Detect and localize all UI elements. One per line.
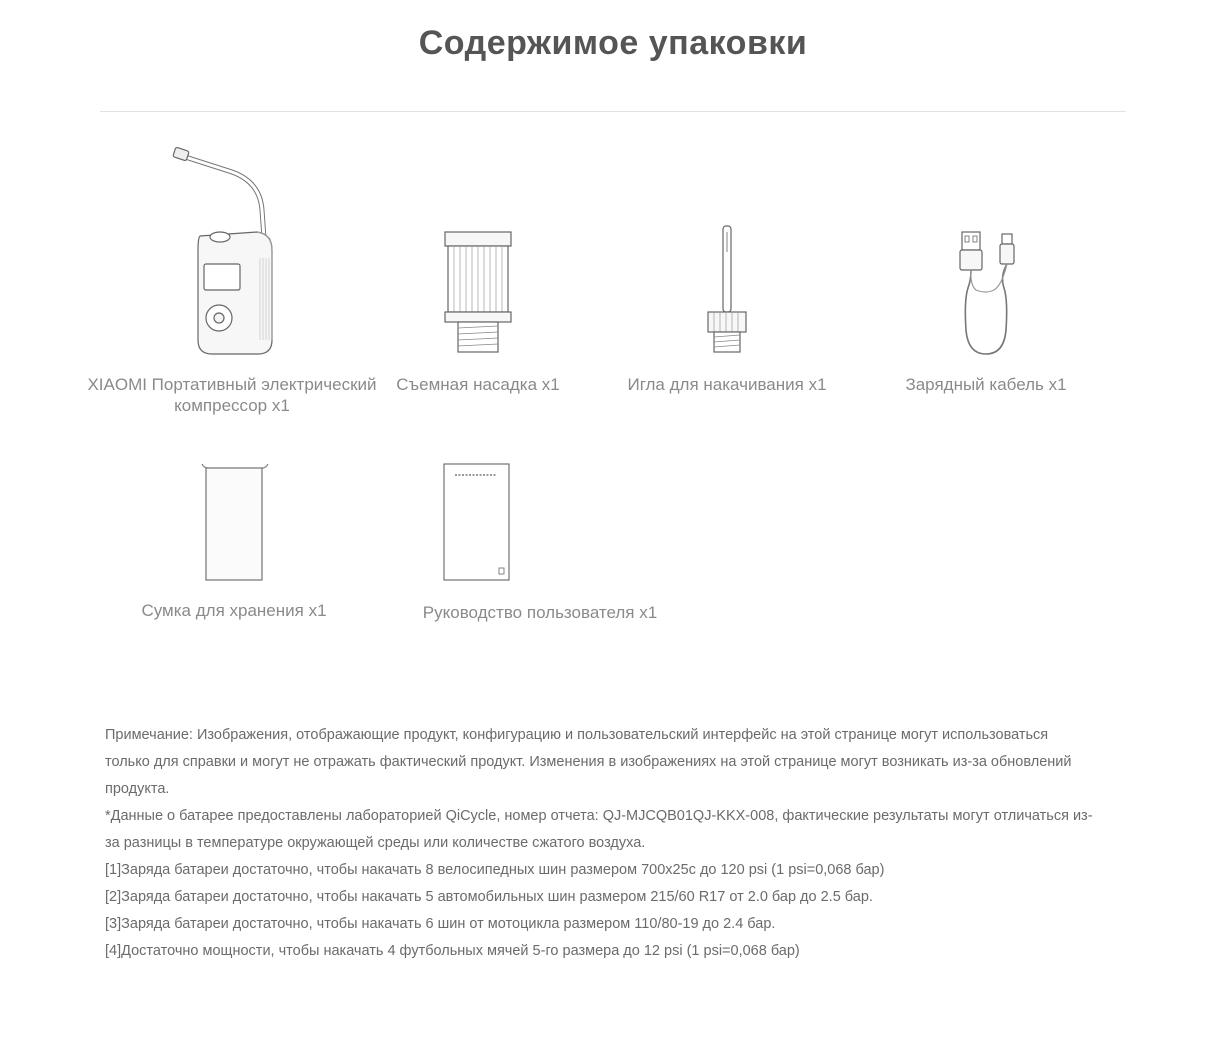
item-label: Сумка для хранения x1 bbox=[141, 601, 327, 620]
note-paragraph: Примечание: Изображения, отображающие продукт, конфигурацию и пользовательский интерфейс на этой странице могут использоваться только для справки и могут не отражать фактический продукт. Изменения в изображениях на этой странице могут возникать из-за обновлений продукта. bbox=[105, 727, 1072, 797]
compressor-icon bbox=[82, 140, 382, 366]
package-item-manual bbox=[405, 456, 675, 623]
item-label: Съемная насадка x1 bbox=[396, 375, 560, 394]
note-paragraph: *Данные о батарее предоставлены лабораторией QiCycle, номер отчета: QJ-MJCQB01QJ-KKX-008, фактические результаты могут отличаться из-за разницы в температуре окружающей среды или количестве сжатого воздуха. bbox=[105, 808, 1093, 851]
item-label: XIAOMI Портативный электрический компрессор x1 bbox=[87, 375, 377, 415]
user-manual-icon bbox=[405, 456, 675, 586]
page-title: Содержимое упаковки bbox=[418, 24, 808, 62]
inflation-needle-icon bbox=[597, 140, 857, 366]
disclaimer-notes bbox=[105, 722, 1095, 965]
package-item-needle bbox=[597, 140, 857, 395]
note-paragraph: [3]Заряда батареи достаточно, чтобы накачать 6 шин от мотоцикла размером 110/80-19 до 2.4 бар. bbox=[105, 916, 776, 932]
package-item-nozzle bbox=[378, 140, 578, 395]
charging-cable-icon bbox=[876, 140, 1096, 366]
package-item-cable bbox=[876, 140, 1096, 395]
nozzle-adapter-icon bbox=[378, 140, 578, 366]
item-label: Игла для накачивания x1 bbox=[627, 375, 827, 394]
package-item-compressor bbox=[82, 140, 382, 416]
divider bbox=[100, 111, 1126, 112]
note-paragraph: [4]Достаточно мощности, чтобы накачать 4 футбольных мячей 5-го размера до 12 psi (1 psi=0,068 бар) bbox=[105, 943, 800, 959]
package-item-bag bbox=[118, 456, 350, 621]
item-label: Зарядный кабель x1 bbox=[905, 375, 1067, 394]
note-paragraph: [2]Заряда батареи достаточно, чтобы накачать 5 автомобильных шин размером 215/60 R17 от 2.0 бар до 2.5 бар. bbox=[105, 889, 873, 905]
item-label: Руководство пользователя x1 bbox=[422, 603, 658, 622]
note-paragraph: [1]Заряда батареи достаточно, чтобы накачать 8 велосипедных шин размером 700x25c до 120 psi (1 psi=0,068 бар) bbox=[105, 862, 885, 878]
storage-bag-icon bbox=[118, 456, 350, 586]
